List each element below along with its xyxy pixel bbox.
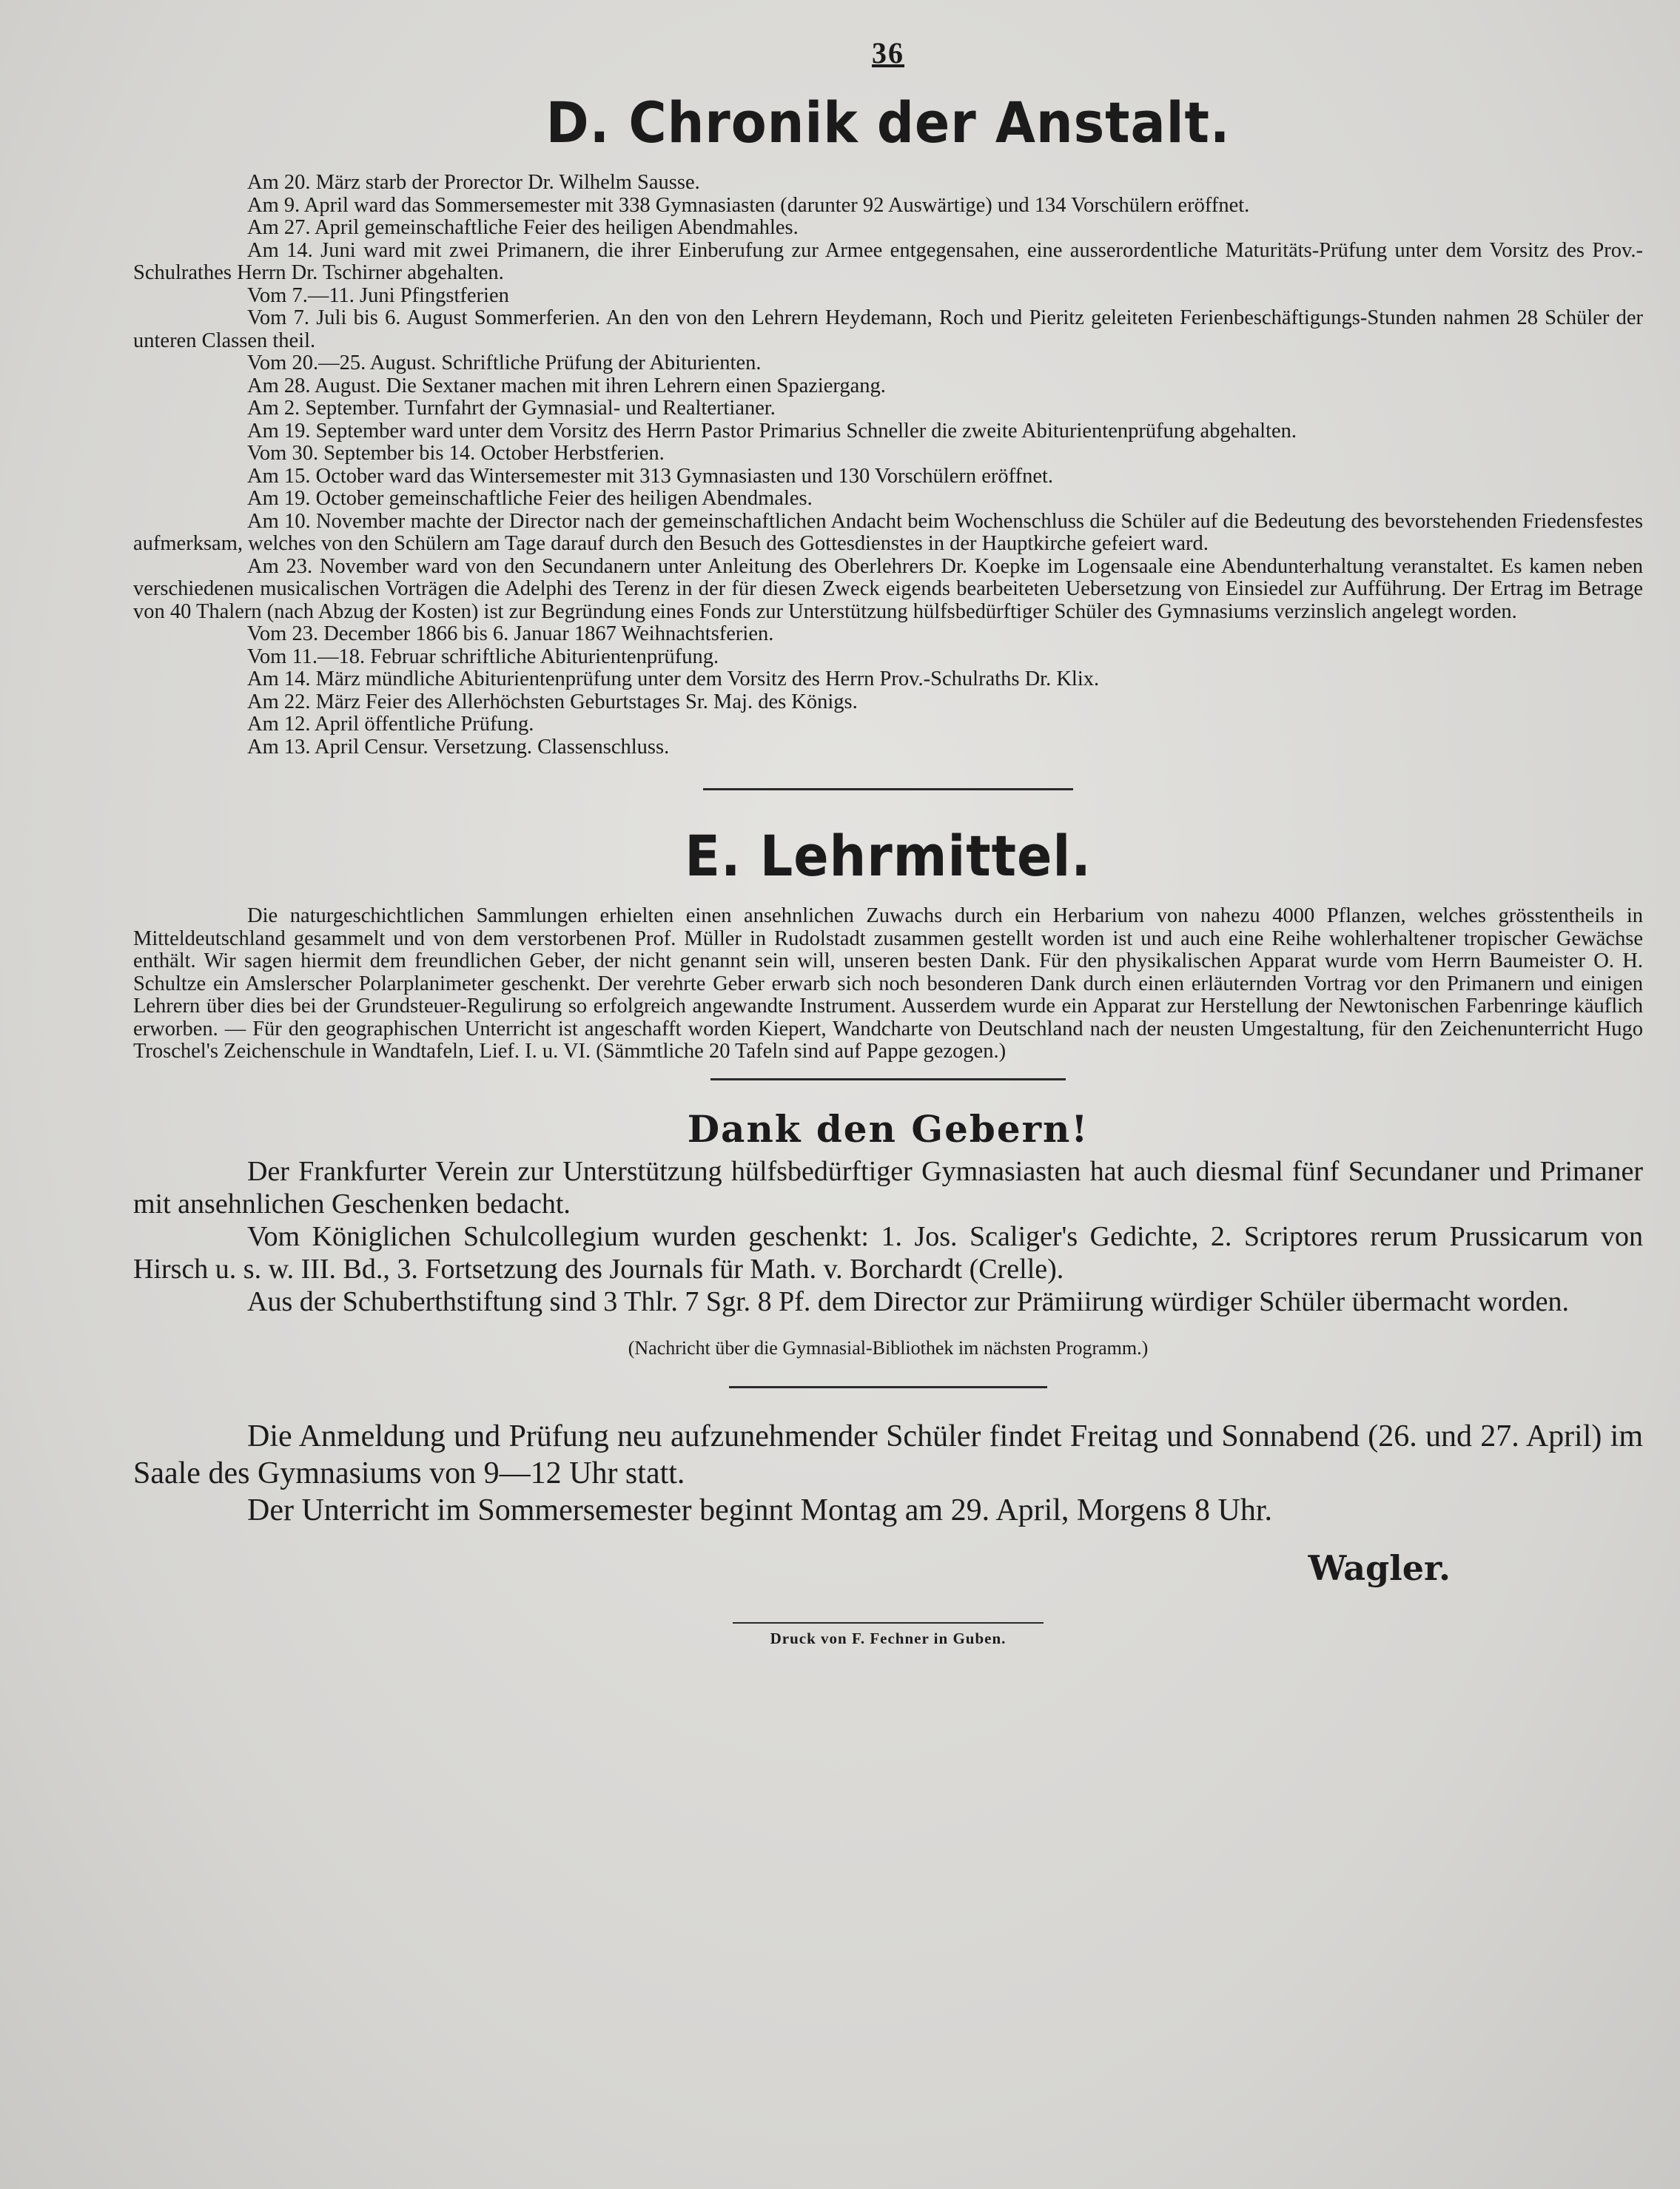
printer-imprint: Druck von F. Fechner in Guben. [770,1629,1007,1647]
library-note: (Nachricht über die Gymnasial-Bibliothek im nächsten Programm.) [628,1336,1149,1359]
dank-title: Dank den Gebern! [687,1106,1089,1151]
divider [733,1622,1044,1624]
anmeldung-paragraph: Der Unterricht im Sommersemester beginnt Montag am 29. April, Morgens 8 Uhr. [247,1493,1272,1527]
chronik-entry: Am 19. September ward unter dem Vorsitz des Herrn Pastor Primarius Schneller die zweite Abiturientenprüfung abgehalten. [247,419,1297,443]
divider [703,788,1073,790]
chronik-entry: Am 28. August. Die Sextaner machen mit ihren Lehrern einen Spaziergang. [247,374,886,397]
chronik-entry: Am 13. April Censur. Versetzung. Classenschluss. [247,735,670,759]
lehrmittel-body [133,905,1643,1063]
chronik-entry: Am 12. April öffentliche Prüfung. [247,713,534,736]
section-d-title: D. Chronik der Anstalt. [545,90,1231,155]
section-e-title: E. Lehrmittel. [685,823,1092,889]
page-number: 36 [872,36,904,70]
chronik-entry: Vom 20.—25. August. Schriftliche Prüfung der Abiturienten. [247,352,762,374]
anmeldung-paragraph: Die Anmeldung und Prüfung neu aufzunehmender Schüler findet Freitag und Sonnabend (26. und 27. April) im Saale des Gymnasiums von 9—12 Uhr statt. [133,1419,1643,1490]
chronik-list [133,172,1643,759]
chronik-entry: Vom 23. December 1866 bis 6. Januar 1867 Weihnachtsferien. [247,622,774,645]
divider [710,1078,1066,1080]
chronik-entry: Vom 7.—11. Juni Pfingstferien [247,283,509,307]
chronik-entry: Am 14. Juni ward mit zwei Primanern, die ihrer Einberufung zur Armee entgegensahen, eine ausserordentliche Maturitäts-Prüfung unter dem Vorsitz des Prov.-Schulrathes Herrn Dr. Tschirner abgehalten. [133,238,1643,284]
chronik-entry: Am 15. October ward das Wintersemester mit 313 Gymnasiasten und 130 Vorschülern eröffnet. [247,464,1054,488]
chronik-entry: Am 27. April gemeinschaftliche Feier des heiligen Abendmahles. [247,216,799,239]
chronik-entry: Am 10. November machte der Director nach der gemeinschaftlichen Andacht beim Wochenschluss die Schüler auf die Bedeutung des bevorstehenden Friedensfestes aufmerksam, welches von den Schülern am Tage darauf durch den Besuch des Gottesdienstes in der Hauptkirche gefeiert ward. [133,509,1643,555]
chronik-entry: Am 22. März Feier des Allerhöchsten Geburtstages Sr. Maj. des Königs. [247,690,858,713]
chronik-entry: Vom 7. Juli bis 6. August Sommerferien. An den von den Lehrern Heydemann, Roch und Pieritz geleiteten Ferienbeschäftigungs-Stunden nahmen 28 Schüler der unteren Classen theil. [133,306,1643,352]
anmeldung-body [133,1418,1643,1529]
dank-paragraph: Vom Königlichen Schulcollegium wurden geschenkt: 1. Jos. Scaliger's Gedichte, 2. Scriptores rerum Prussicarum von Hirsch u. s. w. III. Bd., 3. Fortsetzung des Journals für Math. v. Borchardt (Crelle). [133,1220,1643,1285]
chronik-entry: Am 2. September. Turnfahrt der Gymnasial- und Realtertianer. [247,397,776,420]
dank-paragraph: Der Frankfurter Verein zur Unterstützung hülfsbedürftiger Gymnasiasten hat auch diesmal fünf Secundaner und Primaner mit ansehnlichen Geschenken bedacht. [133,1155,1643,1220]
chronik-entry: Am 23. November ward von den Secundanern unter Anleitung des Oberlehrers Dr. Koepke im Logensaale eine Abendunterhaltung veranstaltet. Es kamen neben verschiedenen musicalischen Vorträgen die Adelphi des Terenz in der für diesen Zweck eigends bearbeiteten Uebersetzung von Einsiedel zur Aufführung. Der Ertrag im Betrage von 40 Thalern (nach Abzug der Kosten) ist zur Begründung eines Fonds zur Unterstützung hülfsbedürftiger Schüler des Gymnasiums verzinslich angelegt worden. [133,554,1643,623]
chronik-entry: Am 9. April ward das Sommersemester mit 338 Gymnasiasten (darunter 92 Auswärtige) und 134 Vorschülern eröffnet. [247,193,1250,217]
chronik-entry: Vom 30. September bis 14. October Herbstferien. [247,442,665,465]
signature: Wagler. [1308,1547,1451,1588]
text-column [133,36,1643,1648]
lehrmittel-paragraph: Die naturgeschichtlichen Sammlungen erhielten einen ansehnlichen Zuwachs durch ein Herbarium von nahezu 4000 Pflanzen, welches grösstentheils in Mitteldeutschland gesammelt und von dem verstorbenen Prof. Müller in Rudolstadt zusammen gestellt worden ist und auch eine Reihe wohlerhaltener tropischer Gewächse enthält. Wir sagen hiermit dem freundlichen Geber, der nicht genannt sein will, unseren besten Dank. Für den physikalischen Apparat wurde vom Herrn Baumeister O. H. Schultze ein Amslerscher Polarplanimeter geschenkt. Der verehrte Geber erwarb sich noch besonderen Dank durch einen erläuternden Vortrag vor den Primanern und einigen Lehrern über dies bei der Grundsteuer-Regulirung so erfolgreich angewandte Instrument. Ausserdem wurde ein Apparat zur Herstellung der Newtonischen Farbenringe käuflich erworben. — Für den geographischen Unterricht ist angeschafft worden Kiepert, Wandcharte von Deutschland nach der neusten Umgestaltung, für den Zeichenunterricht Hugo Troschel's Zeichenschule in Wandtafeln, Lief. I. u. VI. (Sämmtliche 20 Tafeln sind auf Pappe gezogen.) [133,904,1643,1063]
chronik-entry: Am 14. März mündliche Abiturientenprüfung unter dem Vorsitz des Herrn Prov.-Schulraths Dr. Klix. [247,668,1100,690]
chronik-entry: Am 19. October gemeinschaftliche Feier des heiligen Abendmales. [247,487,813,510]
chronik-entry: Am 20. März starb der Prorector Dr. Wilhelm Sausse. [247,171,700,194]
dank-body [133,1155,1643,1318]
dank-paragraph: Aus der Schuberthstiftung sind 3 Thlr. 7 Sgr. 8 Pf. dem Director zur Prämiirung würdiger Schüler übermacht worden. [247,1285,1570,1317]
divider [729,1386,1047,1388]
chronik-entry: Vom 11.—18. Februar schriftliche Abiturientenprüfung. [247,645,719,668]
